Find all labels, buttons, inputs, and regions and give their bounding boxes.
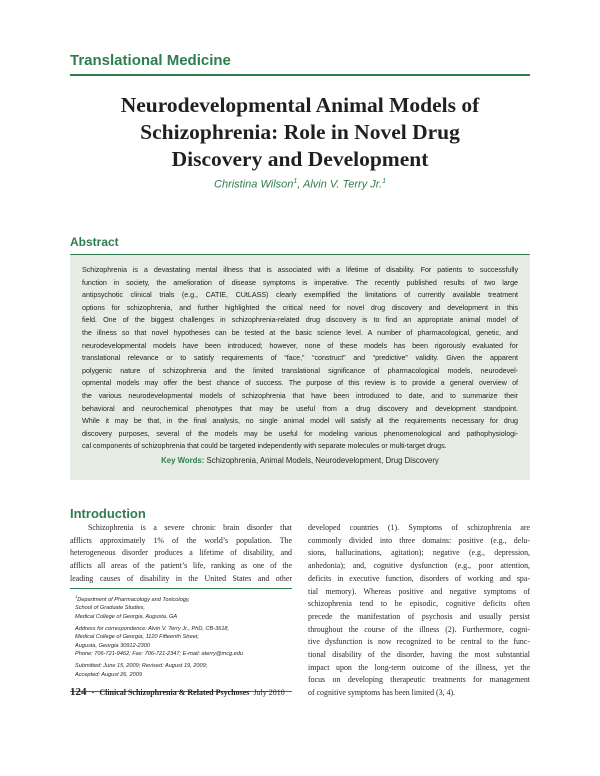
affiliation-department <box>70 593 292 622</box>
body-line: anhedonia); and, cognitive dysfunction (e.g., poor attention, <box>308 561 530 571</box>
abstract-line: discovery purposes, several of the models may be useful for modeling various phenomenological and pathophysiologi- <box>82 428 518 438</box>
body-line: commonly divided into three domains: positive (e.g., delu- <box>308 535 530 545</box>
affiliation-line: School of Graduate Studies, <box>75 605 145 612</box>
abstract-line: function in society, the amelioration of disease symptoms is imperative. The recently published results of two large <box>82 277 518 287</box>
address-line: Phone: 706-721-9462; Fax: 706-721-2347; E-mail: aterry@mcg.edu <box>75 651 243 658</box>
body-line: precede the manifestation of psychosis and usually persist <box>308 611 530 621</box>
abstract-rule <box>70 254 530 255</box>
body-line: schizophrenia tend to be episodic, cognitive deficits often <box>308 599 530 609</box>
abstract-line: the illness so that novel hypotheses can be tested at the basic science level. A number of pharmacological, genetic, and <box>82 327 518 337</box>
abstract-line: polygenic nature of schizophrenia and the limited translational significance of pharmacological models, neurodevel- <box>82 365 518 375</box>
abstract-heading: Abstract <box>70 235 119 249</box>
body-line: afflicts approximately 1% of the world’s population. The <box>70 535 292 545</box>
affiliation-line: Medical College of Georgia, Augusta, GA <box>75 614 178 621</box>
body-line: tional disability of the disorder, having the most substantial <box>308 650 530 660</box>
title-line: Discovery and Development <box>171 147 429 171</box>
affiliation-marker: 1 <box>75 594 78 599</box>
body-column-right <box>308 522 530 700</box>
page-footer <box>70 686 285 698</box>
affiliation-line <box>75 593 292 604</box>
abstract-line: field. One of the biggest challenges in schizophrenia-related drug discovery is to find an appropriate animal model of <box>82 315 518 325</box>
abstract-line: While it may be that, in the final analysis, no single animal model will satisfy all the requirements necessary for drug <box>82 416 518 426</box>
abstract-line: Schizophrenia is a devastating mental illness that is associated with a lifetime of disability. For patients to successfully <box>82 265 518 274</box>
body-line: impact upon the long-term outcome of the illness, yet the <box>308 662 530 672</box>
author-separator: , <box>297 178 304 191</box>
section-rule <box>70 74 530 76</box>
address-line: Medical College of Georgia, 1120 Fifteenth Street, <box>75 634 199 641</box>
introduction-heading: Introduction <box>70 506 146 521</box>
address-line: Address for correspondence: Alvin V. Terry Jr., PhD, CB-3618, <box>75 625 230 632</box>
author-name: Alvin V. Terry Jr. <box>303 178 383 191</box>
author-list <box>70 178 530 191</box>
body-line: tive dysfunction is now recognized to be central to the func- <box>308 637 530 647</box>
footer-bullet: • <box>91 688 95 697</box>
title-line: Schizophrenia: Role in Novel Drug <box>140 120 460 144</box>
abstract-box <box>70 254 530 480</box>
keywords-label: Key Words: <box>161 456 205 465</box>
dates-line: Accepted: August 26, 2009 <box>75 671 142 678</box>
body-line: of cognitive symptoms has been limited (3, 4). <box>308 688 456 698</box>
abstract-line: the various neurodevelopmental models of schizophrenia that have been introduced to date, and to summarize their <box>82 390 518 400</box>
body-line: tial memory). Whereas positive and negative symptoms of <box>308 586 530 596</box>
correspondence-address <box>70 625 292 659</box>
section-title: Translational Medicine <box>70 52 231 69</box>
abstract-line: behavioral and neurochemical phenotypes that may be useful from a drug discovery and development standpoint. <box>82 403 518 413</box>
body-line: deficits in executive function, disorders of working and spa- <box>308 573 530 583</box>
dates-line: Submitted: June 15, 2009; Revised: August 19, 2009; <box>75 663 208 670</box>
submission-dates <box>70 662 292 679</box>
journal-name: Clinical Schizophrenia & Related Psychoses <box>99 688 250 697</box>
keywords-list: Schizophrenia, Animal Models, Neurodevelopment, Drug Discovery <box>204 456 439 465</box>
body-line: focus on developing therapeutic treatments for management <box>308 675 530 685</box>
article-title <box>70 92 530 173</box>
affiliation-marker: 1 <box>382 178 386 185</box>
abstract-line: translational relevance or to satisfy requirements of “face,” “construct” and “predictive” validity. Given the apparent <box>82 353 518 363</box>
body-line: developed countries (1). Symptoms of schizophrenia are <box>308 523 530 532</box>
keywords <box>70 456 530 465</box>
body-column-left <box>70 522 292 586</box>
affiliation-box <box>70 588 292 692</box>
issue-date: July 2010 <box>253 688 285 697</box>
page-number: 124 <box>70 686 87 698</box>
abstract-line: cal components of schizophrenia that could be targeted independently with separate molecules or multi-target drugs. <box>82 441 447 451</box>
body-line: leading causes of disability in the United States and other <box>70 573 292 583</box>
address-line: Augusta, Georgia 30912-2300 <box>75 642 150 649</box>
body-line: Schizophrenia is a severe chronic brain disorder that <box>88 523 292 532</box>
abstract-line: opmental models may offer the best chance of success. The purpose of this review is to provide a general overview of <box>82 378 518 388</box>
body-line: heterogeneous disorder produces a lifetime of disability, and <box>70 548 292 558</box>
body-line: throughout the course of the illness (2). Furthermore, cogni- <box>308 624 530 634</box>
title-line: Neurodevelopmental Animal Models of <box>120 93 480 117</box>
body-line: afflicts all areas of the patient’s life, ranking as one of the <box>70 561 292 571</box>
abstract-line: antipsychotic clinical trials (e.g., CATIE, CUtLASS) clearly exemplified the limitations of currently available treatment <box>82 290 518 300</box>
author-name: Christina Wilson <box>214 178 294 191</box>
body-line: sions, hallucinations, agitation); negative (e.g., depression, <box>308 548 530 558</box>
abstract-line: options for schizophrenia, and further highlighted the critical need for novel drug discovery and development in this <box>82 302 518 312</box>
abstract-line: neurodevelopmental models have been introduced; however, none of these models has been rigorously evaluated for <box>82 340 518 350</box>
affiliation-marker: 1 <box>293 178 298 185</box>
affiliation-text: Department of Pharmacology and Toxicology, <box>77 596 190 603</box>
